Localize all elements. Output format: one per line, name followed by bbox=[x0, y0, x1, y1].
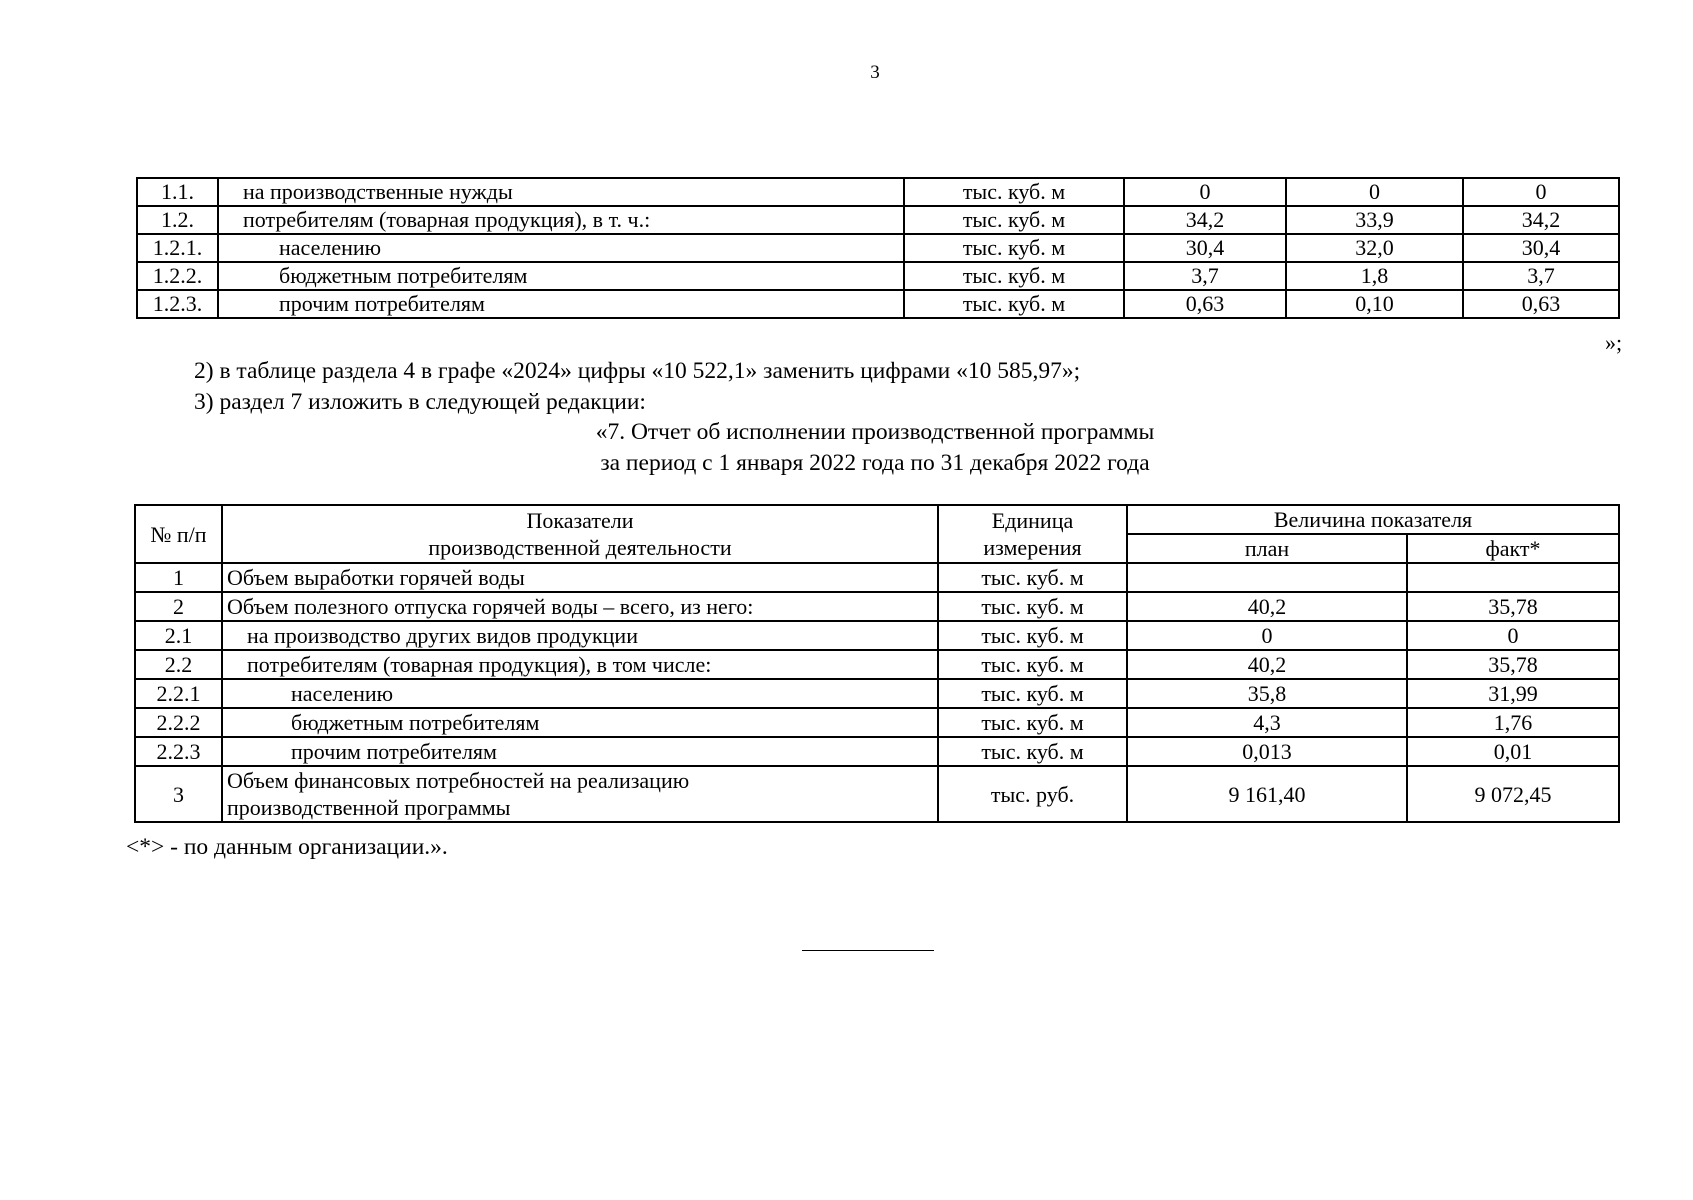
row-name: прочим потребителям bbox=[218, 290, 904, 318]
table-row bbox=[137, 206, 1619, 234]
row-fact: 1,76 bbox=[1407, 708, 1619, 737]
row-unit: тыс. куб. м bbox=[938, 679, 1127, 708]
row-unit: тыс. куб. м bbox=[904, 234, 1124, 262]
row-unit: тыс. куб. м bbox=[938, 621, 1127, 650]
table-row bbox=[135, 592, 1619, 621]
table-row bbox=[135, 766, 1619, 822]
row-value-1: 30,4 bbox=[1124, 234, 1286, 262]
header-num: № п/п bbox=[135, 505, 222, 563]
closing-quote: »; bbox=[1605, 330, 1623, 355]
row-unit: тыс. куб. м bbox=[938, 563, 1127, 592]
footnote: <*> - по данным организации.». bbox=[126, 834, 448, 860]
header-fact: факт* bbox=[1407, 534, 1619, 563]
row-num: 1.2.3. bbox=[137, 290, 218, 318]
row-fact: 35,78 bbox=[1407, 592, 1619, 621]
table-row bbox=[135, 737, 1619, 766]
table-row bbox=[137, 178, 1619, 206]
header-indicators-line-1: Показатели bbox=[526, 508, 634, 533]
header-indicators bbox=[222, 505, 938, 563]
row-plan: 40,2 bbox=[1127, 592, 1407, 621]
table-row bbox=[137, 262, 1619, 290]
row-num: 2.2.1 bbox=[135, 679, 222, 708]
section-title-line-2: за период с 1 января 2022 года по 31 декабря 2022 года bbox=[600, 450, 1150, 476]
row-value-3: 0 bbox=[1463, 178, 1619, 206]
row-fact: 0 bbox=[1407, 621, 1619, 650]
row-fact: 9 072,45 bbox=[1407, 766, 1619, 822]
row-unit: тыс. куб. м bbox=[938, 737, 1127, 766]
header-value: Величина показателя bbox=[1127, 505, 1619, 534]
row-plan: 0,013 bbox=[1127, 737, 1407, 766]
row-num: 2 bbox=[135, 592, 222, 621]
header-unit bbox=[938, 505, 1127, 563]
row-name: бюджетным потребителям bbox=[222, 708, 938, 737]
page-number: 3 bbox=[870, 62, 880, 83]
table-row bbox=[135, 679, 1619, 708]
row-unit: тыс. куб. м bbox=[938, 708, 1127, 737]
row-name: Объем полезного отпуска горячей воды – всего, из него: bbox=[222, 592, 938, 621]
row-num: 1.2. bbox=[137, 206, 218, 234]
row-fact: 35,78 bbox=[1407, 650, 1619, 679]
row-name-line-2: производственной программы bbox=[227, 795, 511, 820]
row-unit: тыс. куб. м bbox=[904, 262, 1124, 290]
row-num: 1.2.1. bbox=[137, 234, 218, 262]
row-value-2: 33,9 bbox=[1286, 206, 1463, 234]
row-value-2: 0,10 bbox=[1286, 290, 1463, 318]
table-row bbox=[135, 563, 1619, 592]
paragraph-2: 2) в таблице раздела 4 в графе «2024» цифры «10 522,1» заменить цифрами «10 585,97»; bbox=[194, 358, 1081, 384]
row-name: бюджетным потребителям bbox=[218, 262, 904, 290]
header-indicators-line-2: производственной деятельности bbox=[428, 535, 732, 560]
row-value-3: 3,7 bbox=[1463, 262, 1619, 290]
row-fact: 31,99 bbox=[1407, 679, 1619, 708]
row-name: потребителям (товарная продукция), в т. ч.: bbox=[218, 206, 904, 234]
row-value-1: 3,7 bbox=[1124, 262, 1286, 290]
row-num: 1.1. bbox=[137, 178, 218, 206]
row-name: населению bbox=[222, 679, 938, 708]
row-value-3: 30,4 bbox=[1463, 234, 1619, 262]
row-fact bbox=[1407, 563, 1619, 592]
header-unit-line-1: Единица bbox=[991, 508, 1074, 533]
row-value-2: 1,8 bbox=[1286, 262, 1463, 290]
table-row bbox=[137, 290, 1619, 318]
row-plan: 0 bbox=[1127, 621, 1407, 650]
header-plan: план bbox=[1127, 534, 1407, 563]
row-value-2: 32,0 bbox=[1286, 234, 1463, 262]
row-plan: 40,2 bbox=[1127, 650, 1407, 679]
section-title-line-1: «7. Отчет об исполнении производственной программы bbox=[595, 419, 1155, 445]
row-plan: 9 161,40 bbox=[1127, 766, 1407, 822]
report-table bbox=[134, 504, 1620, 823]
end-rule bbox=[802, 950, 934, 951]
row-name: Объем выработки горячей воды bbox=[222, 563, 938, 592]
row-plan bbox=[1127, 563, 1407, 592]
row-num: 2.2.2 bbox=[135, 708, 222, 737]
row-value-2: 0 bbox=[1286, 178, 1463, 206]
row-name: потребителям (товарная продукция), в том числе: bbox=[222, 650, 938, 679]
row-fact: 0,01 bbox=[1407, 737, 1619, 766]
row-unit: тыс. куб. м bbox=[904, 290, 1124, 318]
row-num: 3 bbox=[135, 766, 222, 822]
table-row bbox=[135, 621, 1619, 650]
row-value-1: 0,63 bbox=[1124, 290, 1286, 318]
row-name: прочим потребителям bbox=[222, 737, 938, 766]
row-num: 2.1 bbox=[135, 621, 222, 650]
row-name: на производственные нужды bbox=[218, 178, 904, 206]
row-plan: 35,8 bbox=[1127, 679, 1407, 708]
row-num: 2.2.3 bbox=[135, 737, 222, 766]
row-name bbox=[222, 766, 938, 822]
consumption-table bbox=[136, 177, 1620, 319]
row-value-1: 0 bbox=[1124, 178, 1286, 206]
row-value-1: 34,2 bbox=[1124, 206, 1286, 234]
row-unit: тыс. куб. м bbox=[938, 650, 1127, 679]
row-num: 1 bbox=[135, 563, 222, 592]
row-name-line-1: Объем финансовых потребностей на реализацию bbox=[227, 768, 690, 793]
row-num: 1.2.2. bbox=[137, 262, 218, 290]
paragraph-3: 3) раздел 7 изложить в следующей редакции: bbox=[194, 389, 646, 415]
row-unit: тыс. куб. м bbox=[938, 592, 1127, 621]
row-unit: тыс. куб. м bbox=[904, 206, 1124, 234]
row-num: 2.2 bbox=[135, 650, 222, 679]
row-name: населению bbox=[218, 234, 904, 262]
row-unit: тыс. куб. м bbox=[904, 178, 1124, 206]
row-unit: тыс. руб. bbox=[938, 766, 1127, 822]
table-row bbox=[137, 234, 1619, 262]
row-value-3: 34,2 bbox=[1463, 206, 1619, 234]
table-row bbox=[135, 708, 1619, 737]
header-unit-line-2: измерения bbox=[983, 535, 1082, 560]
row-name: на производство других видов продукции bbox=[222, 621, 938, 650]
table-row bbox=[135, 650, 1619, 679]
row-plan: 4,3 bbox=[1127, 708, 1407, 737]
row-value-3: 0,63 bbox=[1463, 290, 1619, 318]
